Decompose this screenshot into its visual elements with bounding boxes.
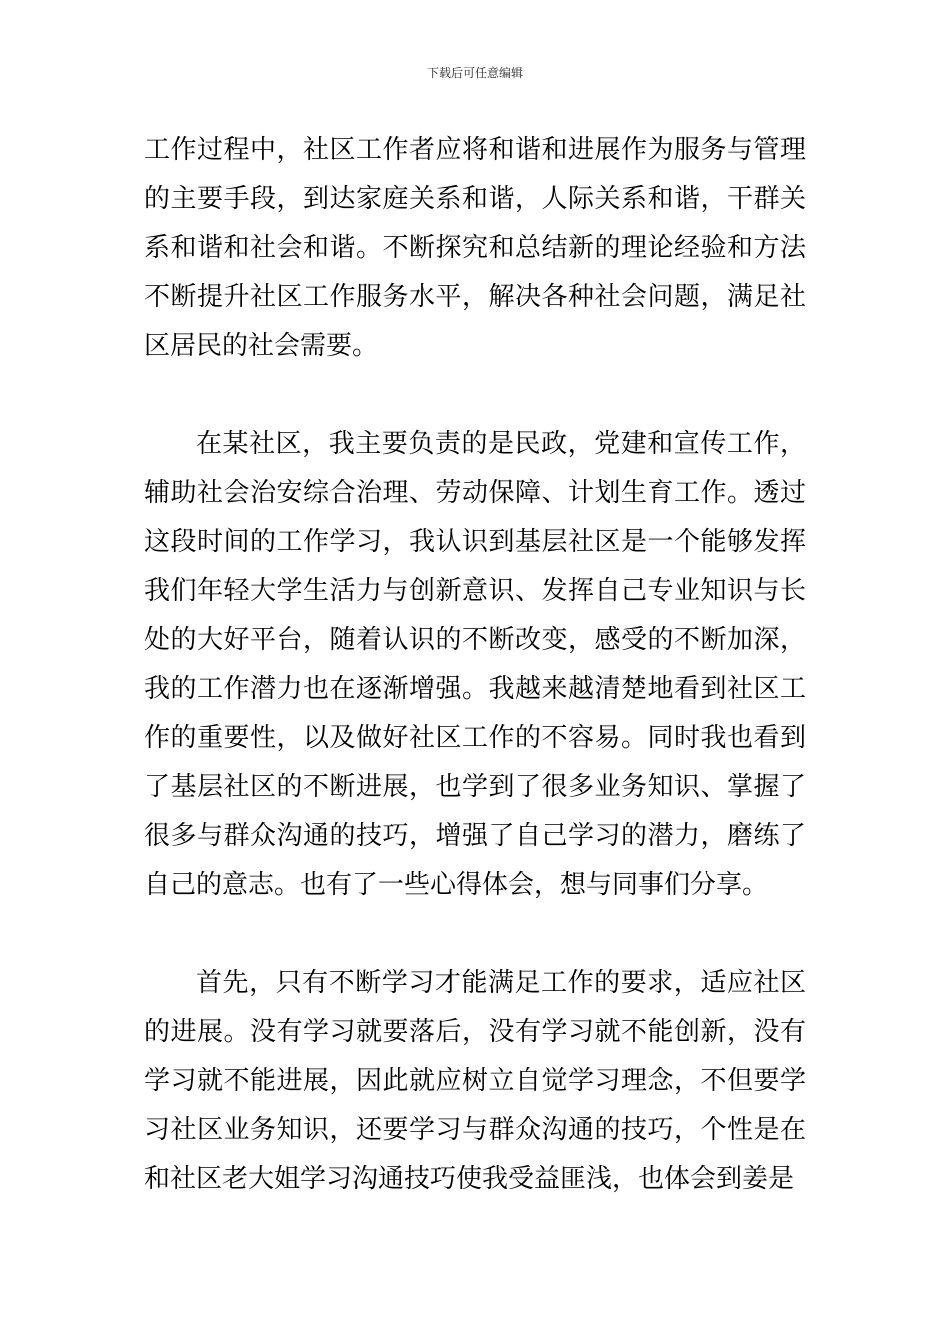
document-body <box>144 126 806 1204</box>
paragraph-1: 工作过程中，社区工作者应将和谐和进展作为服务与管理的主要手段，到达家庭关系和谐，人际关系和谐，干群关系和谐和社会和谐。不断探究和总结新的理论经验和方法不断提升社区工作服务水平，解决各种社会问题，满足社区居民的社会需要。 <box>144 135 806 361</box>
page-header: 下载后可任意编辑 <box>426 66 523 80</box>
paragraph-3: 首先，只有不断学习才能满足工作的要求，适应社区的进展。没有学习就要落后，没有学习就不能创新，没有学习就不能进展，因此就应树立自觉学习理念，不但要学习社区业务知识，还要学习与群众沟通的技巧，个性是在和社区老大姐学习沟通技巧使我受益匪浅，也体会到姜是 <box>144 968 806 1194</box>
paragraph-2: 在某社区，我主要负责的是民政，党建和宣传工作，辅助社会治安综合治理、劳动保障、计划生育工作。透过这段时间的工作学习，我认识到基层社区是一个能够发挥我们年轻大学生活力与创新意识、发挥自己专业知识与长处的大好平台，随着认识的不断改变，感受的不断加深，我的工作潜力也在逐渐增强。我越来越清楚地看到社区工作的重要性，以及做好社区工作的不容易。同时我也看到了基层社区的不断进展，也学到了很多业务知识、掌握了很多与群众沟通的技巧，增强了自己学习的潜力，磨练了自己的意志。也有了一些心得体会，想与同事们分享。 <box>144 429 806 900</box>
